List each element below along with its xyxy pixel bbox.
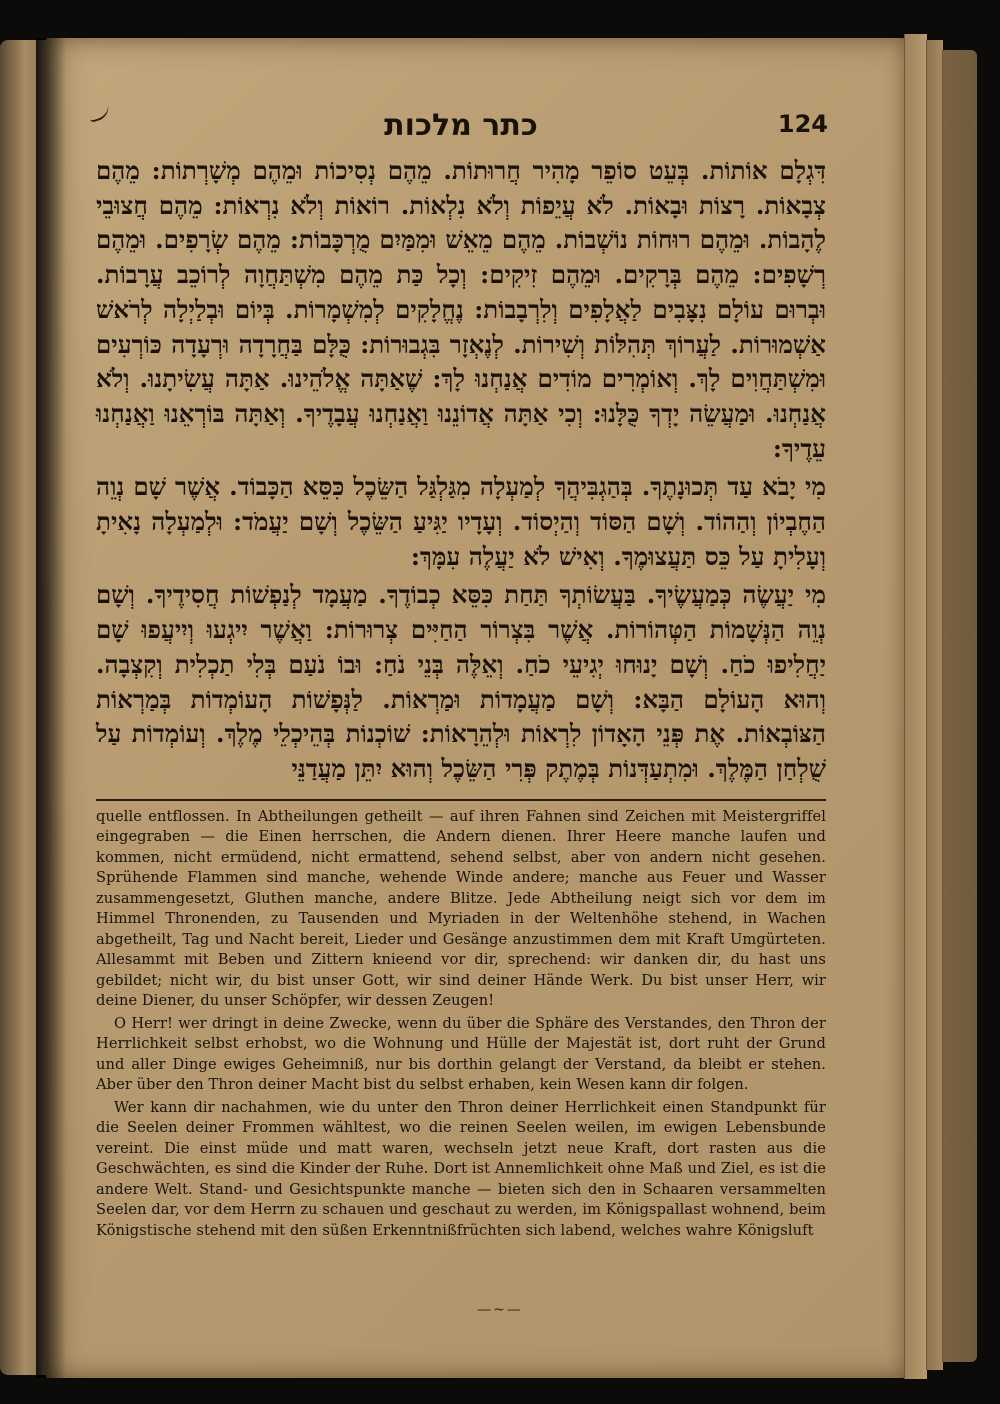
page-header [96,100,826,154]
hebrew-paragraph: מִי יַעֲשֶׂה כְּמַעֲשֶׂיךָ. בַּעֲשׂוֹתְךָ תַּחַת כִּסֵּא כְבוֹדֶךָ. מַעֲמָד לְנַפְשׁוֹת חֲסִידֶיךָ. וְשָׁם נְוֵה הַנְּשָׁמוֹת הַטְּהוֹרוֹת. אֲשֶׁר בִּצְרוֹר הַחַיִּים צְרוּרוֹת: וַאֲשֶׁר יִיגְעוּ וְיִיעֲפוּ שָׁם יַחֲלִיפוּ כֹחַ. וְשָׁם יָנוּחוּ יְגִיעֵי כֹחַ. וְאֵלֶּה בְּנֵי נֹחַ: וּבוֹ נֹעַם בְּלִי תַכְלִית וְקִצְבָה. וְהוּא הָעוֹלָם הַבָּא: וְשָׁם מַעֲמָדוֹת וּמַרְאוֹת. לַנְּפָשׁוֹת הָעוֹמְדוֹת בְּמַרְאוֹת הַצּוֹבְאוֹת. אֶת פְּנֵי הָאָדוֹן לִרְאוֹת וּלְהֵרָאוֹת: שׁוֹכְנוֹת בְּהֵיכְלֵי מֶלֶךְ. וְעוֹמְדוֹת עַל שֻׁלְחַן הַמֶּלֶךְ. וּמִתְעַדְּנוֹת בְּמֶתֶק פְּרִי הַשֵּׂכֶל וְהוּא יִתֵּן מַעֲדַנֵּי [96,580,826,783]
german-paragraph: Wer kann dir nachahmen, wie du unter den Thron deiner Herrlichkeit einen Standpunkt für die Seelen deiner Frommen wähltest, wo die reinen Seelen weilen, im ewigen Lebensbunde vereint. Die einst müde und matt waren, wechseln jetzt neue Kraft, dort rasten aus die Geschwächten, es sind die Kinder der Ruhe. Dort ist Annemlichkeit ohne Maß und Ziel, es ist die andere Welt. Stand- und Gesichtspunkte manche — bieten sich den in Schaaren versammelten Seelen dar, vor dem Herrn zu schauen und geschaut zu werden, im Königspallast wohnend, beim Königstische stehend mit den süßen Erkenntnißfrüchten sich labend, welches wahre Königsluft [96,1098,826,1239]
page-edge [926,40,943,1370]
german-translation-block [96,807,826,1242]
page-title: כתר מלכות [384,108,538,143]
german-paragraph: quelle entflossen. In Abtheilungen getheilt — auf ihren Fahnen sind Zeichen mit Meistergriffel eingegraben — die Einen herrschen, die Andern dienen. Ihrer Heere manche laufen und kommen, nicht ermüdend, nicht ermattend, sehend selbst, aber von andern nicht gesehen. Sprühende Flammen sind manche, wehende Winde andere; manche aus Feuer und Wasser zusammengesetzt, Gluthen manche, andere Blitze. Jede Abtheilung neigt sich vor dem im Himmel Thronenden, zu Tausenden und Myriaden in der Weltenhöhe stehend, in Wachen abgetheilt, Tag und Nacht bereit, Lieder und Gesänge anzustimmen dem mit Kraft Umgürteten. Allesammt mit Beben und Zittern knieend vor dir, sprechend: wir danken dir, du hast uns gebildet; nicht wir, du bist unser Gott, wir sind deiner Hände Werk. Du bist unser Herr, wir deine Diener, du unser Schöpfer, wir dessen Zeugen! [96,807,826,1010]
book-cover-edge [942,50,977,1362]
page-content [96,100,826,1243]
hebrew-paragraph: דִּגְלָם אוֹתוֹת. בְּעֵט סוֹפֵר מָהִיר חֲרוּתוֹת. מֵהֶם נְסִיכוֹת וּמֵהֶם מְשָׁרְתוֹת: מֵהֶם צְבָאוֹת. רָצוֹת וּבָאוֹת. לֹא עֲיֵפוֹת וְלֹא נִלְאוֹת. רוֹאוֹת וְלֹא נִרְאוֹת: מֵהֶם חֲצוּבֵי לֶהָבוֹת. וּמֵהֶם רוּחוֹת נוֹשְׁבוֹת. מֵהֶם מֵאֵשׁ וּמִמַּיִם מֻרְכָּבוֹת: מֵהֶם שְׂרָפִים. וּמֵהֶם רְשָׁפִים: מֵהֶם בְּרָקִים. וּמֵהֶם זִיקִים: וְכָל כַּת מֵהֶם מִשְׁתַּחֲוָה לְרוֹכֵב עֲרָבוֹת. וּבְרוּם עוֹלָם נִצָּבִים לַאֲלָפִים וְלִרְבָבוֹת: נֶחֱלָקִים לְמִשְׁמָרוֹת. בְּיוֹם וּבְלַיְלָה לְרֹאשׁ אַשְׁמוּרוֹת. לַעֲרוֹךְ תְּהִלּוֹת וְשִׁירוֹת. לְנֶאְזָר בִּגְבוּרוֹת: כֻּלָּם בַּחֲרָדָה וּרְעָדָה כּוֹרְעִים וּמִשְׁתַּחֲוִים לָךְ. וְאוֹמְרִים מוֹדִים אֲנַחְנוּ לָךְ: שֶׁאַתָּה אֱלֹהֵינוּ. אַתָּה עֲשִׂיתָנוּ. וְלֹא אֲנַחְנוּ. וּמַעֲשֵׂה יָדְךָ כֻּלָּנוּ: וְכִי אַתָּה אֲדוֹנֵנוּ וַאֲנַחְנוּ עֲבָדֶיךָ. וְאַתָּה בּוֹרְאֵנוּ וַאֲנַחְנוּ עֵדֶיךָ: [96,156,826,463]
book-gutter [36,38,66,1378]
divider-rule [96,799,826,801]
german-paragraph: O Herr! wer dringt in deine Zwecke, wenn du über die Sphäre des Verstandes, den Thron der Herrlichkeit selbst erhobst, wo die Wohnung und Hülle der Majestät ist, dort ruht der Grund und aller Dinge ewiges Geheimniß, nur bis dorthin gelangt der Verstand, da bleibt er stehen. Aber über den Thron deiner Macht bist du selbst erhaben, kein Wesen kann dir folgen. [96,1014,826,1094]
hebrew-paragraph: מִי יָבֹא עַד תְּכוּנָתֶךָ. בְּהַגְבִּיהֲךָ לְמַעְלָה מִגַּלְגַּל הַשֵּׂכֶל כִּסֵּא הַכָּבוֹד. אֲשֶׁר שָׁם נְוֵה הַחֶבְיוֹן וְהַהוֹד. וְשָׁם הַסּוֹד וְהַיְסוֹד. וְעָדָיו יַגִּיעַ הַשֵּׂכֶל וְשָׁם יַעֲמֹד: וּלְמַעְלָה נָאִיתָ וְעָלִיתָ עַל כֵּס תַּעֲצוּמֶךָ. וְאִישׁ לֹא יַעֲלֶה עִמָּךְ: [96,472,826,571]
footer-ornament: —~— [477,1302,523,1318]
hebrew-text-block [96,154,826,787]
page-number: 124 [777,110,828,138]
page-edge [904,34,927,1379]
